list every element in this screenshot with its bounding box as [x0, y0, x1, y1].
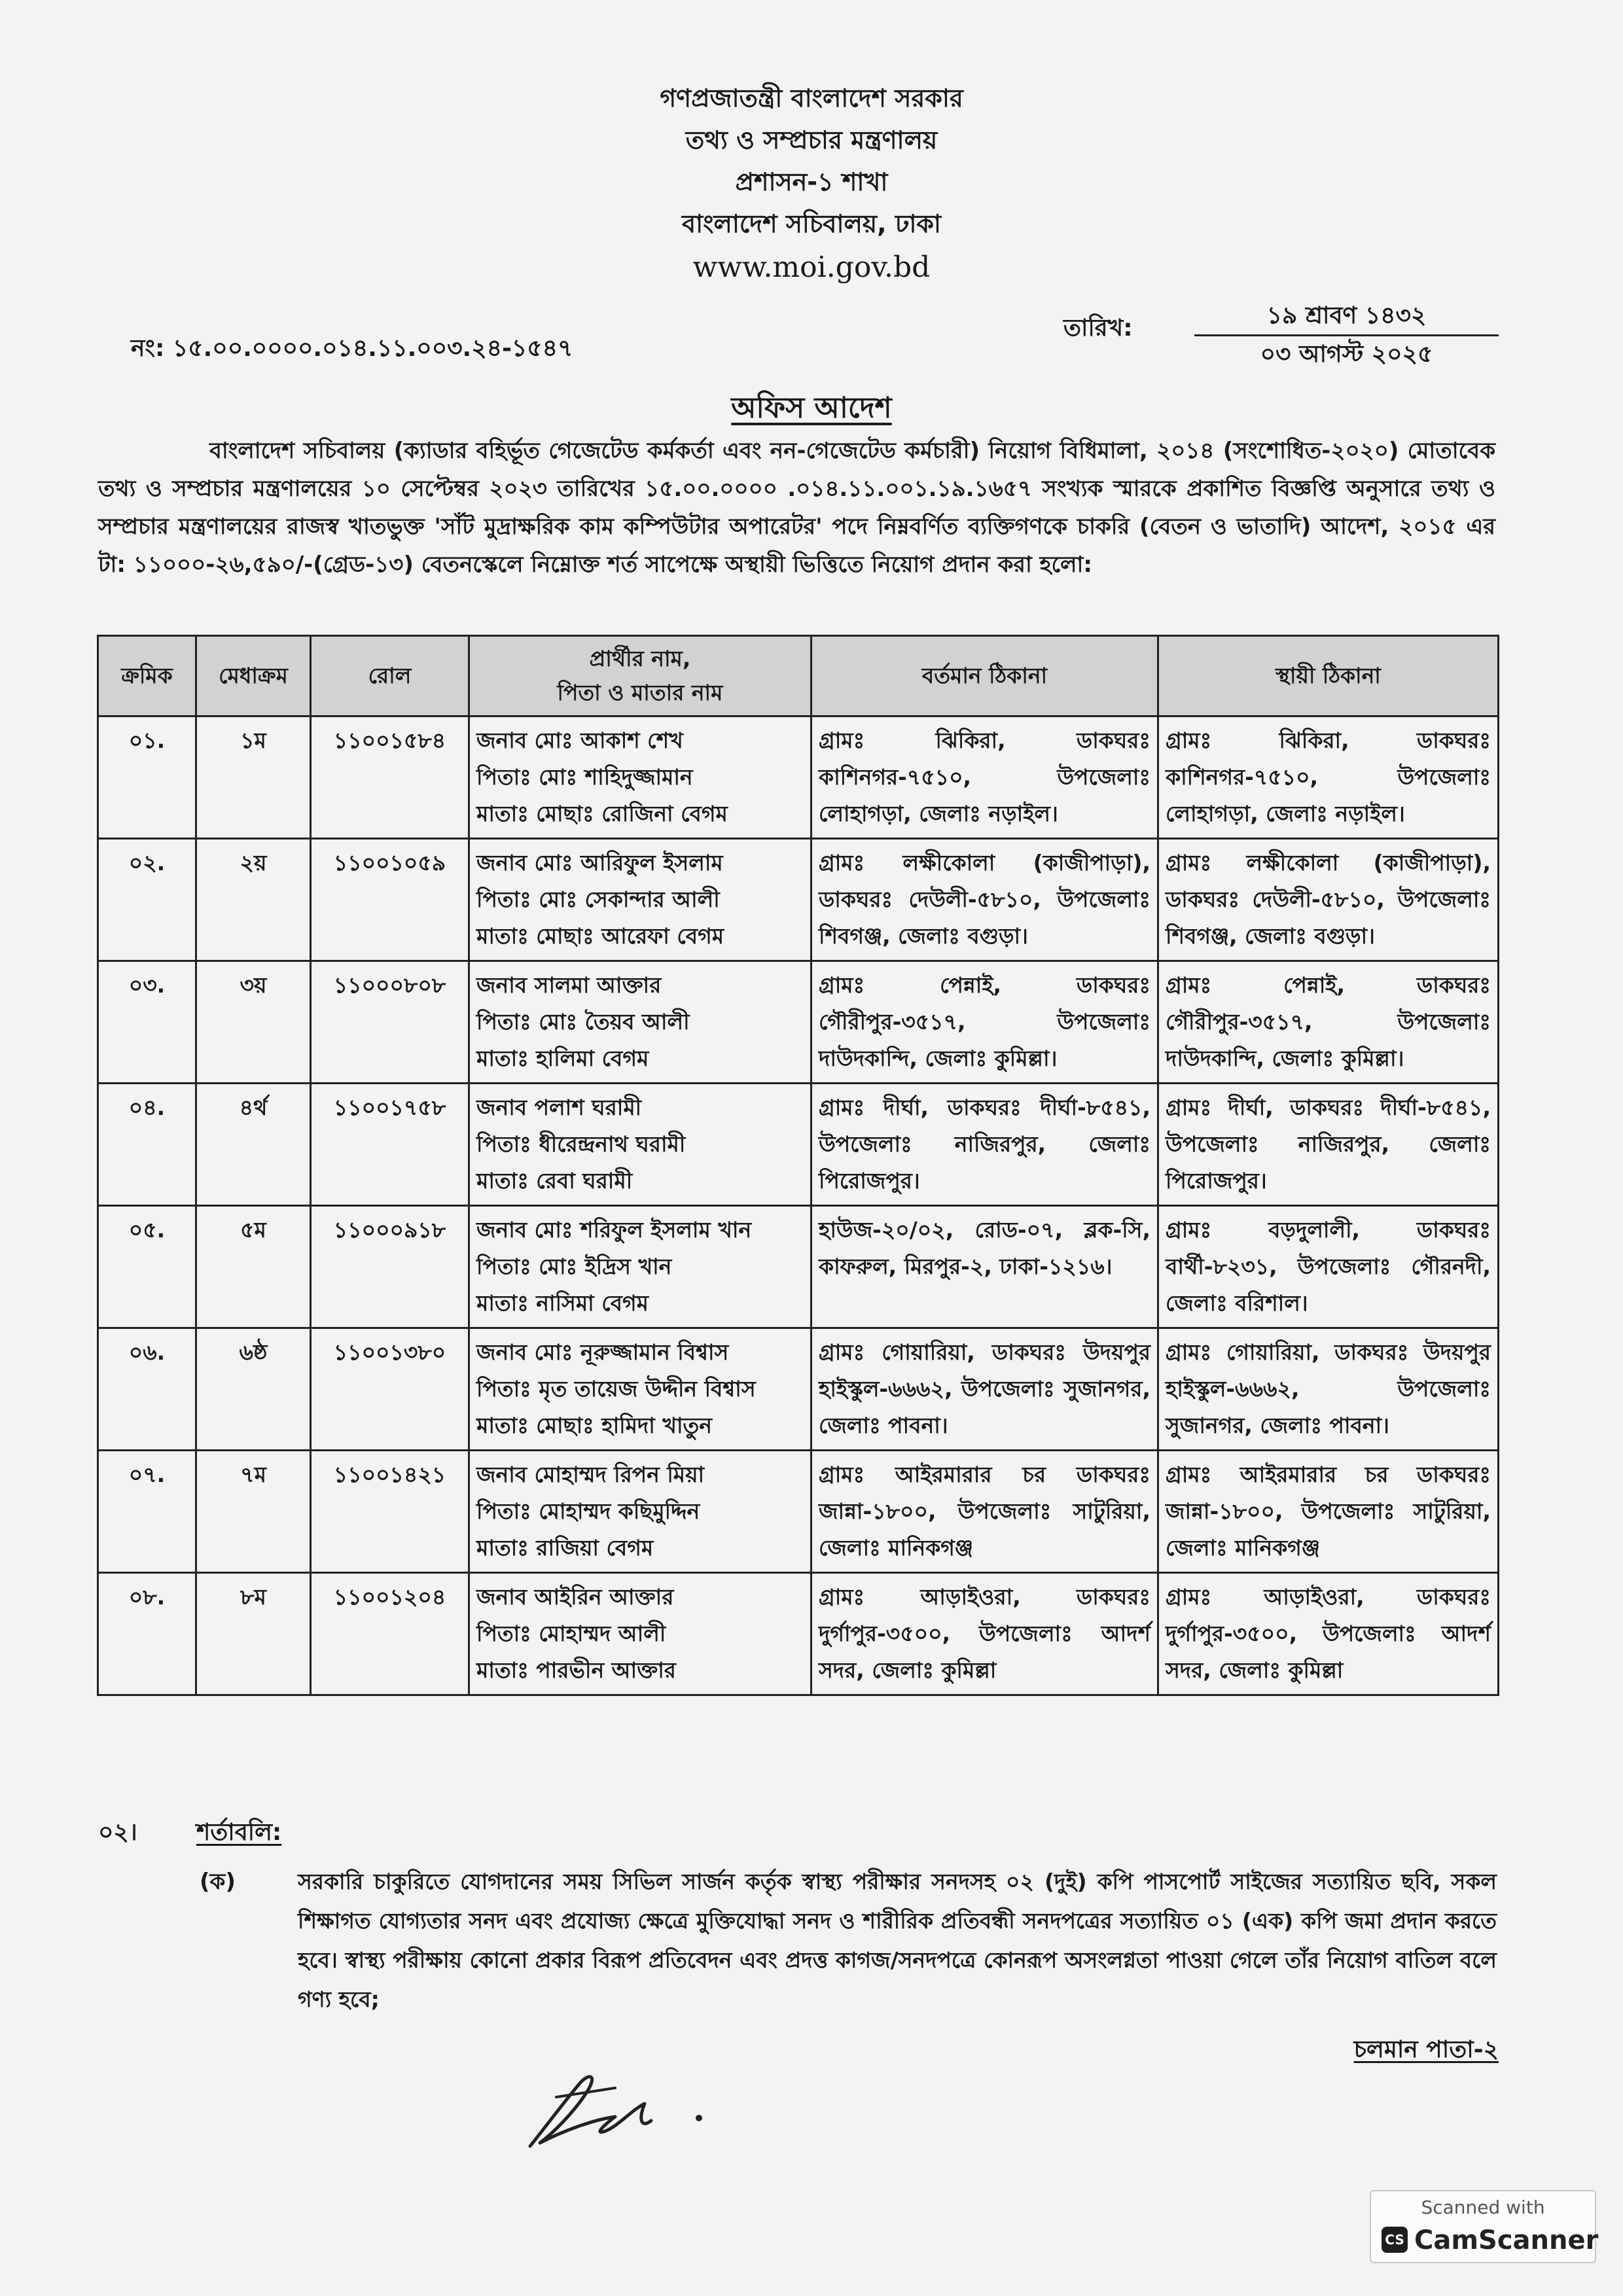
cell-permanent-address: গ্রামঃ লক্ষীকোলা (কাজীপাড়া), ডাকঘরঃ দেউলী-৫৮১০, উপজেলাঃ শিবগঞ্জ, জেলাঃ বগুড়া।	[1158, 839, 1499, 961]
cell-present-address: গ্রামঃ আইরমারার চর ডাকঘরঃ জান্না-১৮০০, উপজেলাঃ সাটুরিয়া, জেলাঃ মানিকগঞ্জ	[812, 1451, 1158, 1573]
header-serial: ক্রমিক	[98, 636, 196, 716]
cell-permanent-address: গ্রামঃ আড়াইওরা, ডাকঘরঃ দুর্গাপুর-৩৫০০, উপজেলাঃ আদর্শ সদর, জেলাঃ কুমিল্লা	[1158, 1573, 1499, 1695]
signature-image	[517, 2058, 733, 2163]
cell-present-address: গ্রামঃ লক্ষীকোলা (কাজীপাড়া), ডাকঘরঃ দেউলী-৫৮১০, উপজেলাঃ শিবগঞ্জ, জেলাঃ বগুড়া।	[812, 839, 1158, 961]
cell-merit: ৭ম	[196, 1451, 311, 1573]
cell-merit: ৩য়	[196, 961, 311, 1084]
candidate-name: জনাব পলাশ ঘরামী	[476, 1095, 642, 1120]
table-row	[98, 1451, 1499, 1573]
continuation-note: চলমান পাতা-২	[1353, 2036, 1499, 2063]
cell-roll: ১১০০০৮০৮	[311, 961, 469, 1084]
document-title-text: অফিস আদেশ	[731, 391, 892, 425]
office-address: বাংলাদেশ সচিবালয়, ঢাকা	[682, 209, 941, 238]
appointee-table	[97, 635, 1499, 1696]
father-name: পিতাঃ মৃত তায়েজ উদ্দীন বিশ্বাস	[476, 1376, 756, 1402]
cell-names	[469, 1084, 812, 1206]
document-title	[0, 386, 1623, 434]
cell-names	[469, 716, 812, 839]
camscanner-watermark	[1370, 2190, 1599, 2263]
mother-name: মাতাঃ নাসিমা বেগম	[476, 1290, 649, 1316]
cell-serial: ০৮.	[98, 1573, 196, 1695]
cell-present-address: গ্রামঃ গোয়ারিয়া, ডাকঘরঃ উদয়পুর হাইস্কুল-৬৬৬২, উপজেলাঃ সুজানগর, জেলাঃ পাবনা।	[812, 1328, 1158, 1451]
mother-name: মাতাঃ পারভীন আক্তার	[476, 1657, 676, 1683]
cell-merit: ৮ম	[196, 1573, 311, 1695]
cell-permanent-address: গ্রামঃ গোয়ারিয়া, ডাকঘরঃ উদয়পুর হাইস্কুল-৬৬৬২, উপজেলাঃ সুজানগর, জেলাঃ পাবনা।	[1158, 1328, 1499, 1451]
table-row	[98, 839, 1499, 961]
candidate-name: জনাব আইরিন আক্তার	[476, 1584, 674, 1610]
cell-merit: ৬ষ্ঠ	[196, 1328, 311, 1451]
father-name: পিতাঃ মোঃ শাহিদুজ্জামান	[476, 764, 693, 790]
header-permanent-address: স্থায়ী ঠিকানা	[1158, 636, 1499, 716]
father-name: পিতাঃ মোহাম্মদ কছিমুদ্দিন	[476, 1498, 700, 1524]
cell-roll: ১১০০০৯১৮	[311, 1206, 469, 1328]
header-name-line2: পিতা ও মাতার নাম	[557, 680, 723, 705]
cell-present-address: গ্রামঃ দীর্ঘা, ডাকঘরঃ দীর্ঘা-৮৫৪১, উপজেলাঃ নাজিরপুর, জেলাঃ পিরোজপুর।	[812, 1084, 1158, 1206]
table-row	[98, 961, 1499, 1084]
candidate-name: জনাব মোঃ আকাশ শেখ	[476, 728, 683, 753]
father-name: পিতাঃ মোহাম্মদ আলী	[476, 1621, 666, 1646]
cell-serial: ০১.	[98, 716, 196, 839]
father-name: পিতাঃ মোঃ ইদ্রিস খান	[476, 1254, 672, 1279]
cell-roll: ১১০০১৫৮৪	[311, 716, 469, 839]
cell-present-address: গ্রামঃ আড়াইওরা, ডাকঘরঃ দুর্গাপুর-৩৫০০, উপজেলাঃ আদর্শ সদর, জেলাঃ কুমিল্লা	[812, 1573, 1158, 1695]
cell-names	[469, 961, 812, 1084]
mother-name: মাতাঃ রেবা ঘরামী	[476, 1168, 633, 1193]
cell-permanent-address: গ্রামঃ দীর্ঘা, ডাকঘরঃ দীর্ঘা-৮৫৪১, উপজেলাঃ নাজিরপুর, জেলাঃ পিরোজপুর।	[1158, 1084, 1499, 1206]
candidate-name: জনাব মোঃ শরিফুল ইসলাম খান	[476, 1217, 752, 1243]
government-name: গণপ্রজাতন্ত্রী বাংলাদেশ সরকার	[660, 84, 963, 113]
mother-name: মাতাঃ মোছাঃ হামিদা খাতুন	[476, 1413, 713, 1438]
conditions-number: ০২।	[98, 1819, 137, 1846]
cell-present-address: গ্রামঃ ঝিকিরা, ডাকঘরঃ কাশিনগর-৭৫১০, উপজেলাঃ লোহাগড়া, জেলাঃ নড়াইল।	[812, 716, 1158, 839]
mother-name: মাতাঃ রাজিয়া বেগম	[476, 1535, 654, 1561]
cell-serial: ০৩.	[98, 961, 196, 1084]
table-row	[98, 1084, 1499, 1206]
letterhead	[0, 77, 1623, 291]
cell-serial: ০৫.	[98, 1206, 196, 1328]
date-block	[1194, 298, 1499, 373]
cell-merit: ৪র্থ	[196, 1084, 311, 1206]
candidate-name: জনাব মোহাম্মদ রিপন মিয়া	[476, 1462, 705, 1487]
cell-present-address: গ্রামঃ পেন্নাই, ডাকঘরঃ গৌরীপুর-৩৫১৭, উপজেলাঃ দাউদকান্দি, জেলাঃ কুমিল্লা।	[812, 961, 1158, 1084]
cell-permanent-address: গ্রামঃ বড়দুলালী, ডাকঘরঃ বার্থী-৮২৩১, উপজেলাঃ গৌরনদী, জেলাঃ বরিশাল।	[1158, 1206, 1499, 1328]
mother-name: মাতাঃ মোছাঃ আরেফা বেগম	[476, 923, 724, 949]
cell-names	[469, 1451, 812, 1573]
table-row	[98, 1573, 1499, 1695]
cell-permanent-address: গ্রামঃ ঝিকিরা, ডাকঘরঃ কাশিনগর-৭৫১০, উপজেলাঃ লোহাগড়া, জেলাঃ নড়াইল।	[1158, 716, 1499, 839]
cell-permanent-address: গ্রামঃ আইরমারার চর ডাকঘরঃ জান্না-১৮০০, উপজেলাঃ সাটুরিয়া, জেলাঃ মানিকগঞ্জ	[1158, 1451, 1499, 1573]
scanned-with-text: Scanned with	[1421, 2197, 1545, 2218]
cell-permanent-address: গ্রামঃ পেন্নাই, ডাকঘরঃ গৌরীপুর-৩৫১৭, উপজেলাঃ দাউদকান্দি, জেলাঃ কুমিল্লা।	[1158, 961, 1499, 1084]
candidate-name: জনাব সালমা আক্তার	[476, 972, 662, 998]
cell-names	[469, 1206, 812, 1328]
cell-roll: ১১০০১৩৮০	[311, 1328, 469, 1451]
header-name	[469, 636, 812, 716]
cell-serial: ০৪.	[98, 1084, 196, 1206]
cell-names	[469, 1328, 812, 1451]
cell-roll: ১১০০১৪২১	[311, 1451, 469, 1573]
branch-name: প্রশাসন-১ শাখা	[735, 168, 888, 196]
mother-name: মাতাঃ মোছাঃ রোজিনা বেগম	[476, 801, 728, 826]
candidate-name: জনাব মোঃ আরিফুল ইসলাম	[476, 850, 723, 875]
conditions-heading	[98, 1814, 281, 1854]
father-name: পিতাঃ মোঃ তৈয়ব আলী	[476, 1009, 690, 1034]
cell-roll: ১১০০১২০৪	[311, 1573, 469, 1695]
table-row	[98, 1206, 1499, 1328]
cell-merit: ১ম	[196, 716, 311, 839]
clause-ka-text: সরকারি চাকুরিতে যোগদানের সময় সিভিল সার্জন কর্তৃক স্বাস্থ্য পরীক্ষার সনদসহ ০২ (দুই) কপি পাসপোর্ট সাইজের সত্যায়িত ছবি, সকল শিক্ষাগত যোগ্যতার সনদ এবং প্রযোজ্য ক্ষেত্রে মুক্তিযোদ্ধা সনদ ও শারীরিক প্রতিবন্ধী সনদপত্রের সত্যায়িত ০১ (এক) কপি জমা প্রদান করতে হবে। স্বাস্থ্য পরীক্ষায় কোনো প্রকার বিরূপ প্রতিবেদন এবং প্রদত্ত কাগজ/সনদপত্রে কোনরূপ অসংলগ্নতা পাওয়া গেলে তাঁর নিয়োগ বাতিল বলে গণ্য হবে;	[298, 1869, 1497, 2012]
date-bangla: ১৯ শ্রাবণ ১৪৩২	[1194, 298, 1499, 336]
header-roll: রোল	[311, 636, 469, 716]
intro-paragraph: বাংলাদেশ সচিবালয় (ক্যাডার বহির্ভূত গেজেটেড কর্মকর্তা এবং নন-গেজেটেড কর্মচারী) নিয়োগ বিধিমালা, ২০১৪ (সংশোধিত-২০২০) মোতাবেক তথ্য ও সম্প্রচার মন্ত্রণালয়ের ১০ সেপ্টেম্বর ২০২৩ তারিখের ১৫.০০.০০০০ .০১৪.১১.০০১.১৯.১৬৫৭ সংখ্যক স্মারকে প্রকাশিত বিজ্ঞপ্তি অনুসারে তথ্য ও সম্প্রচার মন্ত্রণালয়ের রাজস্ব খাতভুক্ত 'সাঁট মুদ্রাক্ষরিক কাম কম্পিউটার অপারেটর' পদে নিম্নবর্ণিত ব্যক্তিগণকে চাকরি (বেতন ও ভাতাদি) আদেশ, ২০১৫ এর টা: ১১০০০-২৬,৫৯০/-(গ্রেড-১৩) বেতনস্কেলে নিম্নোক্ত শর্ত সাপেক্ষে অস্থায়ী ভিত্তিতে নিয়োগ প্রদান করা হলো:	[98, 438, 1495, 578]
table-row	[98, 716, 1499, 839]
cell-names	[469, 839, 812, 961]
header-merit: মেধাক্রম	[196, 636, 311, 716]
table-header-row	[98, 636, 1499, 716]
cell-merit: ৫ম	[196, 1206, 311, 1328]
cell-serial: ০৭.	[98, 1451, 196, 1573]
cell-present-address: হাউজ-২০/০২, রোড-০৭, ব্লক-সি, কাফরুল, মিরপুর-২, ঢাকা-১২১৬।	[812, 1206, 1158, 1328]
ministry-name: তথ্য ও সম্প্রচার মন্ত্রণালয়	[685, 126, 938, 154]
cell-roll: ১১০০১৭৫৮	[311, 1084, 469, 1206]
memo-number: নং: ১৫.০০.০০০০.০১৪.১১.০০৩.২৪-১৫৪৭	[131, 335, 573, 362]
cell-serial: ০৬.	[98, 1328, 196, 1451]
date-label: তারিখ:	[1063, 315, 1133, 342]
cell-serial: ০২.	[98, 839, 196, 961]
camscanner-brand: CamScanner	[1414, 2225, 1599, 2255]
candidate-name: জনাব মোঃ নূরুজ্জামান বিশ্বাস	[476, 1339, 729, 1365]
header-present-address: বর্তমান ঠিকানা	[812, 636, 1158, 716]
camscanner-logo-icon: CS	[1382, 2227, 1408, 2253]
cell-names	[469, 1573, 812, 1695]
father-name: পিতাঃ মোঃ সেকান্দার আলী	[476, 887, 720, 912]
clause-ka-marker: (ক)	[200, 1869, 236, 1895]
date-english: ০৩ আগস্ট ২০২৫	[1260, 341, 1433, 368]
mother-name: মাতাঃ হালিমা বেগম	[476, 1046, 649, 1071]
header-name-line1: প্রার্থীর নাম,	[589, 646, 691, 671]
cell-merit: ২য়	[196, 839, 311, 961]
table-row	[98, 1328, 1499, 1451]
conditions-label: শর্তাবলি:	[196, 1819, 282, 1846]
cell-roll: ১১০০১০৫৯	[311, 839, 469, 961]
website-link[interactable]: www.moi.gov.bd	[692, 251, 931, 284]
father-name: পিতাঃ ধীরেন্দ্রনাথ ঘরামী	[476, 1131, 686, 1157]
